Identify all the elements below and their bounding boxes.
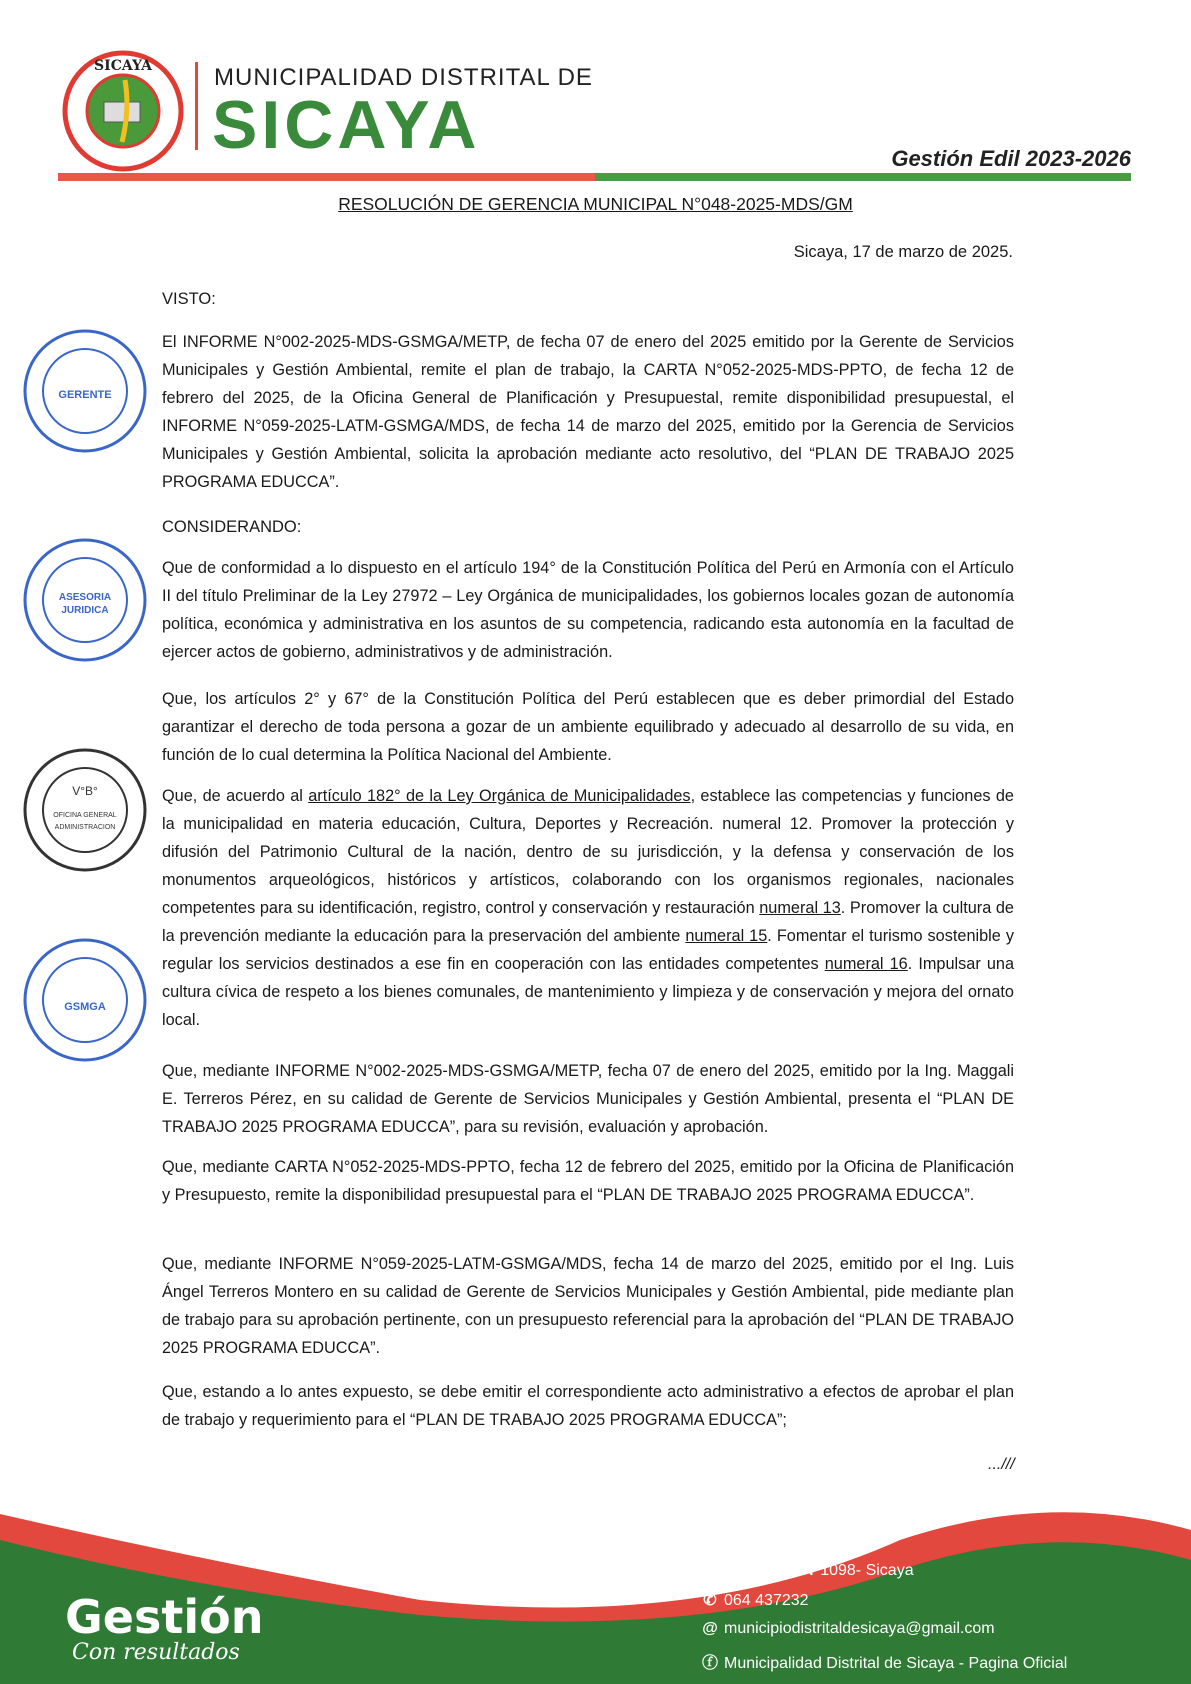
location-pin-icon: ⚲ <box>704 1562 716 1579</box>
header-band <box>58 173 1131 181</box>
phone-icon: ✆ <box>703 1592 717 1609</box>
municipality-name: SICAYA <box>212 87 481 163</box>
paragraph-3: Que, de acuerdo al artículo 182° de la Ley Orgánica de Municipalidades, establece las competencias y funciones de la municipalidad en materia educación, Cultura, Deportes y Recreación. numeral 12. Promover la protección y difusión del Patrimonio Cultural de la nación, dentro de su jurisdicción, y la defensa y conservación de los monumentos arqueológicos, históricos y artísticos, colaborando con los organismos regionales, nacionales competentes para su identificación, registro, control y conservación y restauración numeral 13. Promover la cultura de la prevención mediante la educación para la preservación del ambiente numeral 15. Fomentar el turismo sostenible y regular los servicios destinados a ese fin en cooperación con las entidades competentes numeral 16. Impulsar una cultura cívica de respeto a los bienes comunales, de mantenimiento y limpieza y de conservación y mejora del ornato local. <box>162 787 1014 1029</box>
stamp-gerente <box>20 326 150 456</box>
svg-text:ADMINISTRACION: ADMINISTRACION <box>54 824 116 831</box>
document-title: RESOLUCIÓN DE GERENCIA MUNICIPAL N°048-2025-MDS/GM <box>338 194 853 214</box>
municipality-line: MUNICIPALIDAD DISTRITAL DE <box>214 64 593 91</box>
considerando-heading: CONSIDERANDO: <box>162 518 302 536</box>
header-divider <box>195 62 198 150</box>
svg-text:GSMGA: GSMGA <box>64 1001 106 1013</box>
footer-slogan-sub: Con resultados <box>72 1640 240 1665</box>
municipality-logo <box>62 50 184 172</box>
paragraph-1: Que de conformidad a lo dispuesto en el artículo 194° de la Constitución Política del Perú en Armonía con el Artículo II del título Preliminar de la Ley 27972 – Ley Orgánica de municipalidades, los gobiernos locales gozan de autonomía política, económica y administrativa en los asuntos de su competencia, radicando esta autonomía en la facultad de ejercer actos de gobierno, administrativos y de administración. <box>162 559 1014 661</box>
footer-email: @ municipiodistritaldesicaya@gmail.com <box>700 1620 995 1638</box>
svg-text:JURIDICA: JURIDICA <box>61 605 109 616</box>
svg-text:SICAYA: SICAYA <box>94 58 152 74</box>
term-label: Gestión Edil 2023-2026 <box>891 146 1131 171</box>
paragraph-6: Que, mediante INFORME N°059-2025-LATM-GSMGA/MDS, fecha 14 de marzo del 2025, emitido por el Ing. Luis Ángel Terreros Montero en su calidad de Gerente de Servicios Municipales y Gestión Ambiental, pide mediante plan de trabajo para su aprobación pertinente, con un presupuesto referencial para la aprobación del “PLAN DE TRABAJO 2025 PROGRAMA EDUCCA”. <box>162 1255 1014 1357</box>
svg-text:GERENTE: GERENTE <box>58 389 112 401</box>
paragraph-4: Que, mediante INFORME N°002-2025-MDS-GSMGA/METP, fecha 07 de enero del 2025, emitido por la Ing. Maggali E. Terreros Pérez, en su calidad de Gerente de Servicios Municipales y Gestión Ambiental, presenta el “PLAN DE TRABAJO 2025 PROGRAMA EDUCCA”, para su revisión, evaluación y aprobación. <box>162 1062 1014 1136</box>
stamp-administracion <box>20 745 150 875</box>
stamp-asesoria-juridica <box>20 535 150 665</box>
at-icon: @ <box>702 1620 718 1637</box>
svg-text:ASESORIA: ASESORIA <box>58 592 112 603</box>
svg-text:OFICINA GENERAL: OFICINA GENERAL <box>53 812 117 819</box>
facebook-icon: ⓕ <box>701 1655 718 1672</box>
svg-text:V°B°: V°B° <box>72 784 98 798</box>
document-date: Sicaya, 17 de marzo de 2025. <box>793 243 1013 261</box>
paragraph-5: Que, mediante CARTA N°052-2025-MDS-PPTO, fecha 12 de febrero del 2025, emitido por la Oficina de Planificación y Presupuesto, remite la disponibilidad presupuestal para el “PLAN DE TRABAJO 2025 PROGRAMA EDUCCA”. <box>162 1158 1014 1204</box>
stamp-gsmga <box>20 935 150 1065</box>
footer-phone: ✆ 064 437232 <box>700 1590 809 1610</box>
visto-paragraph: El INFORME N°002-2025-MDS-GSMGA/METP, de fecha 07 de enero del 2025 emitido por la Gerente de Servicios Municipales y Gestión Ambiental, remite el plan de trabajo, la CARTA N°052-2025-MDS-PPTO, de fecha 12 de febrero del 2025, de la Oficina General de Planificación y Presupuestal, remite disponibilidad presupuestal, el INFORME N°059-2025-LATM-GSMGA/MDS, de fecha 14 de marzo del 2025, emitido por la Gerencia de Servicios Municipales y Gestión Ambiental, solicita la aprobación mediante acto resolutivo, del “PLAN DE TRABAJO 2025 PROGRAMA EDUCCA”. <box>162 333 1014 491</box>
footer-facebook: ⓕ Municipalidad Distrital de Sicaya - Pagina Oficial <box>700 1650 1067 1673</box>
footer-slogan: Gestión <box>65 1590 264 1644</box>
visto-heading: VISTO: <box>162 290 216 308</box>
continues-marker: .../// <box>988 1456 1015 1473</box>
footer-address: ⚲ Calle Real N°1098- Sicaya <box>700 1560 914 1580</box>
paragraph-7: Que, estando a lo antes expuesto, se debe emitir el correspondiente acto administrativo a efectos de aprobar el plan de trabajo y requerimiento para el “PLAN DE TRABAJO 2025 PROGRAMA EDUCCA”; <box>162 1383 1014 1429</box>
paragraph-2: Que, los artículos 2° y 67° de la Constitución Política del Perú establecen que es deber primordial del Estado garantizar el derecho de toda persona a gozar de un ambiente equilibrado y adecuado al desarrollo de su vida, en función de lo cual determina la Política Nacional del Ambiente. <box>162 690 1014 764</box>
